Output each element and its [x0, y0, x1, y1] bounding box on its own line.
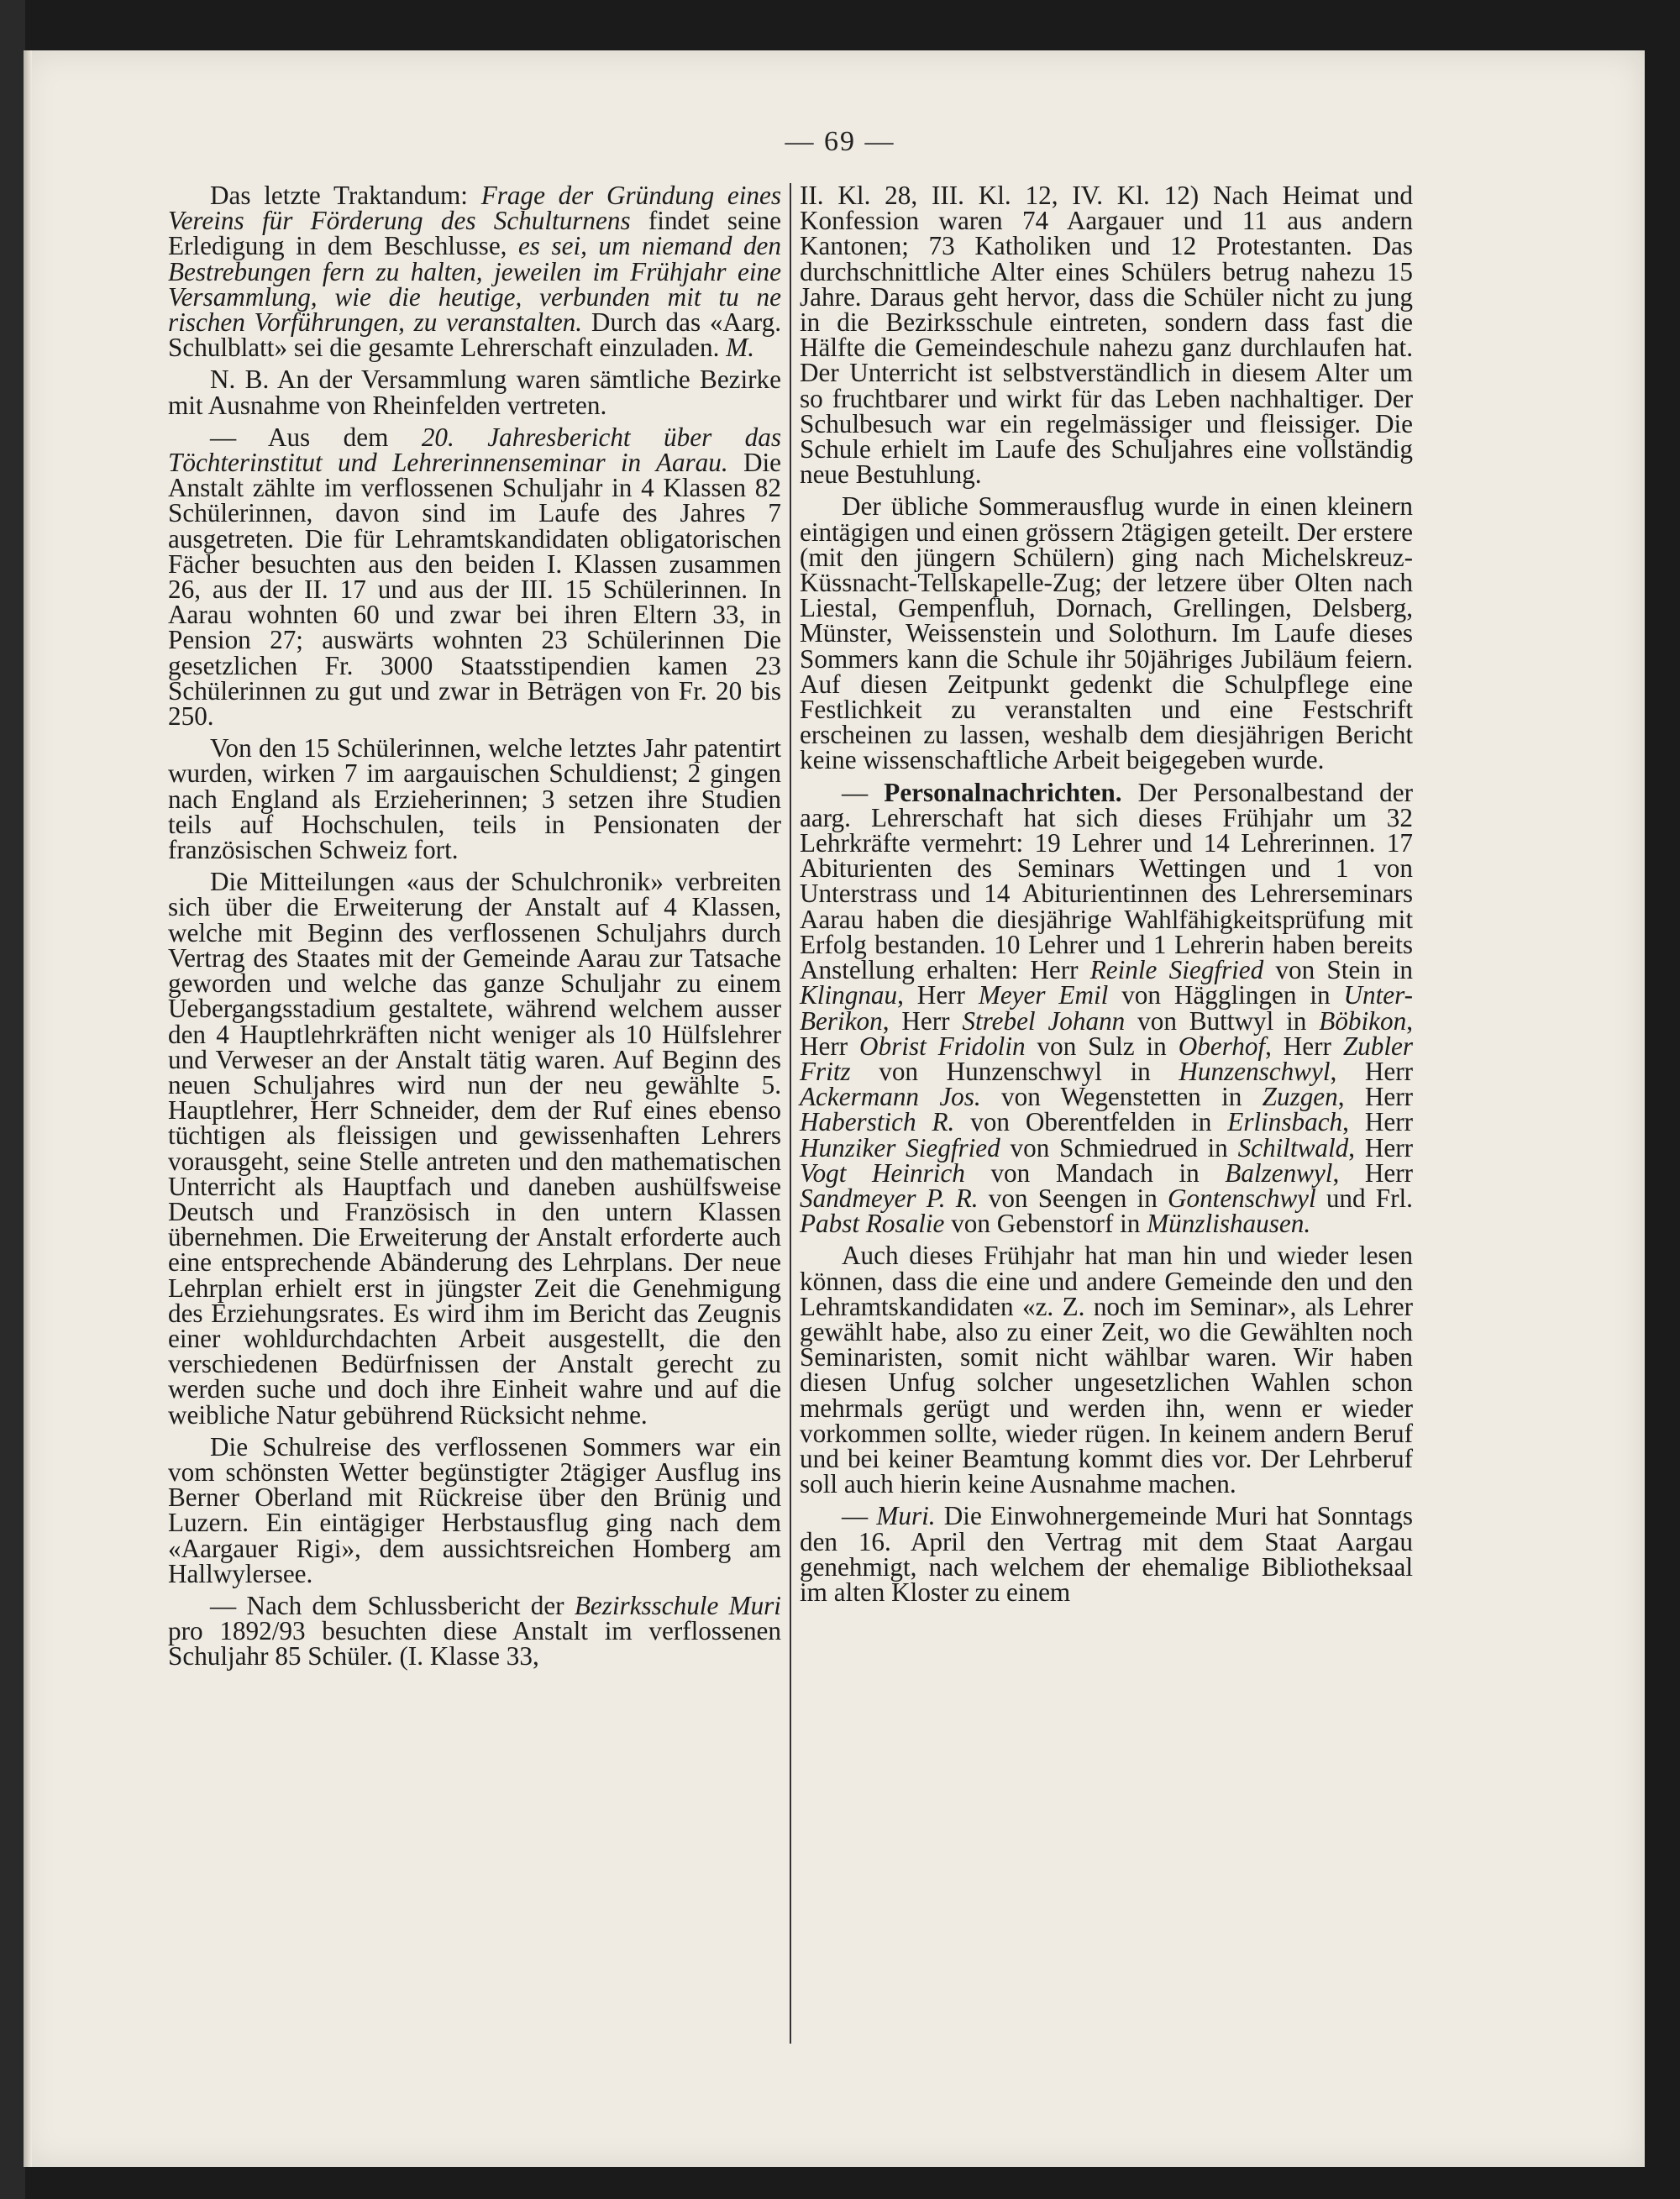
- text-run: Von den 15 Schülerinnen, welche letztes Jahr patentirt wurden, wirken 7 im aargauischen Schuldienst; 2 gingen nach England als Erzieherinnen; 3 setzen ihre Studien teils auf Hochschulen, teils in Pensionaten der französischen Schweiz fort.: [168, 733, 781, 865]
- italic-text: Erlinsbach: [1227, 1107, 1343, 1137]
- italic-text: Hunziker Siegfried: [800, 1132, 1000, 1162]
- page-number-dash-right: —: [864, 126, 895, 157]
- text-run: —: [842, 777, 885, 807]
- text-run: Das letzte Traktandum:: [210, 181, 481, 210]
- paragraph: [168, 181, 782, 363]
- text-run: N. B. An der Versammlung waren sämtliche Bezirke mit Ausnahme von Rheinfelden vertreten.: [168, 365, 781, 420]
- italic-text: Zuzgen: [1262, 1082, 1338, 1112]
- right-column: [800, 183, 1413, 1612]
- page-number-header: [0, 126, 1680, 158]
- italic-text: Meyer Emil: [978, 980, 1109, 1010]
- text-run: von Wegenstetten in: [980, 1082, 1263, 1112]
- text-run: Die Anstalt zählte im verflossenen Schuljahr in 4 Klassen 82 Schülerinnen, davon sind im Laufe des Jahres 7 ausgetreten. Die für Lehramtskandidaten obligatorischen Fächer besuchten aus den beiden I. Klassen zusammen 26, aus der II. 17 und aus der III. 15 Schülerinnen. In Aarau wohnten 60 und zwar bei ihren Eltern 33, in Pension 27; auswärts wohnten 23 Schülerinnen Die gesetzlichen Fr. 3000 Staatsstipendien kamen 23 Schülerinnen zu gut und zwar in Beträgen von Fr. 20 bis 250.: [168, 448, 781, 732]
- italic-text: Haberstich R.: [800, 1107, 955, 1137]
- text-run: und Frl.: [1315, 1183, 1413, 1213]
- paragraph: [800, 181, 1413, 490]
- text-run: von Hägglingen in: [1108, 980, 1344, 1010]
- italic-text: Obrist Fridolin: [859, 1031, 1026, 1061]
- italic-text: Gontenschwyl: [1167, 1183, 1316, 1213]
- text-run: von Gebenstorf in: [944, 1209, 1147, 1239]
- paragraph: [168, 1431, 781, 1588]
- page-fold-shadow: [24, 50, 32, 2167]
- paragraph: [800, 1243, 1413, 1497]
- italic-text: Pabst Rosalie: [800, 1209, 945, 1239]
- text-run: von Buttwyl in: [1125, 1005, 1320, 1036]
- italic-text: Frage der Gründung eines Vereins für Förderung des Schulturnens: [168, 181, 782, 236]
- text-run: , Herr: [1330, 1056, 1414, 1086]
- text-run: II. Kl. 28, III. Kl. 12, IV. Kl. 12) Nach Heimat und Konfession waren 74 Aargauer und 11 aus andern Kantonen; 73 Katholiken und 12 Protestanten. Das durchschnittliche Alter eines Schülers betrug nahezu 15 Jahre. Daraus geht hervor, dass die Schüler nicht zu jung in die Bezirksschule eintreten, sondern dass fast die Hälfte die Gemeindeschule nahezu ganz durchlaufen hat. Der Unterricht ist selbstverständlich in diesem Alter um so fruchtbarer und wirkt für das Leben nachhaltiger. Der Schulbesuch war ein regelmässiger und fleissiger. Die Schule erhielt im Laufe des Schuljahres eine vollständig neue Bestuhlung.: [800, 181, 1413, 490]
- text-run: Durch das «Aarg. Schulblatt» sei die gesamte Lehrerschaft einzuladen.: [168, 307, 781, 363]
- text-run: —: [842, 1501, 877, 1531]
- text-run: von Mandach in: [964, 1157, 1226, 1188]
- text-run: pro 1892/93 besuchten diese Anstalt im verflossenen Schuljahr 85 Schüler. (I. Klasse 33,: [168, 1616, 781, 1672]
- italic-text: Unter-Berikon: [800, 980, 1414, 1036]
- italic-text: Ackermann Jos.: [800, 1082, 981, 1112]
- text-run: Die Mitteilungen «aus der Schulchronik» verbreiten sich über die Erweiterung der Anstalt auf 4 Klassen, welche mit Beginn des verflossenen Schuljahrs durch Vertrag des Staates mit der Gemeinde Aarau zur Tatsache geworden und welche das ganze Schuljahr zu einem Uebergangsstadium gestaltete, während welchem ausser den 4 Hauptlehrkräften nicht weniger als 10 Hülfslehrer und Verweser an der Anstalt tätig waren. Auf Beginn des neuen Schuljahres wird nun der neu gewählte 5. Hauptlehrer, Herr Schneider, dem der Ruf eines ebenso tüchtigen als fleissigen und gewissenhaften Lehrers vorausgeht, seine Stelle antreten und den mathematischen Unterricht als Hauptfach und daneben aushülfsweise Deutsch und Französisch in den untern Klassen übernehmen. Die Erweiterung der Anstalt erforderte auch eine entsprechende Abänderung des Lehrplans. Der neue Lehrplan erhielt erst in jüngster Zeit die Genehmigung des Erziehungsrates. Es wird ihm im Bericht das Zeugnis einer wohldurchdachten Arbeit ausgestellt, die den verschiedenen Bedürfnissen der Anstalt gerecht zu werden suche und doch ihre Einheit wahre und auf die weibliche Natur gebührend Rücksicht nehme.: [168, 867, 781, 1430]
- text-run: von Schmiedrued in: [1000, 1132, 1238, 1162]
- italic-text: Oberhof: [1178, 1031, 1266, 1061]
- text-run: Die Schulreise des verflossenen Sommers war ein vom schönsten Wetter begünstigter 2tägiger Ausflug ins Berner Oberland mit Rückreise über den Brünig und Luzern. Ein eintägiger Herbstausflug ging nach dem «Aargauer Rigi», dem aussichtsreichen Homberg am Hallwylersee.: [168, 1431, 781, 1588]
- bold-heading: Personalnachrichten.: [884, 777, 1122, 807]
- text-run: , Herr: [800, 1005, 1414, 1061]
- italic-text: Böbikon: [1319, 1005, 1407, 1036]
- text-run: , Herr: [1337, 1082, 1413, 1112]
- paragraph: [800, 777, 1414, 1239]
- text-run: von Stein in: [1263, 955, 1413, 985]
- text-run: , Herr: [1342, 1107, 1413, 1137]
- text-run: — Aus dem: [210, 422, 422, 452]
- paragraph: [168, 867, 781, 1430]
- italic-text: Zubler Fritz: [800, 1031, 1413, 1086]
- text-run: , Herr: [1348, 1132, 1414, 1162]
- left-column: [168, 183, 781, 1677]
- italic-text: Balzenwyl: [1225, 1157, 1333, 1188]
- text-run: findet seine Erledigung in dem Beschlusse,: [168, 206, 782, 261]
- text-run: von Seengen in: [978, 1183, 1168, 1213]
- text-run: von Hunzenschwyl in: [850, 1056, 1179, 1086]
- text-run: Der Personalbestand der aarg. Lehrerschaft hat sich dieses Frühjahr um 32 Lehrkräfte vermehrt: 19 Lehrer und 14 Lehrerinnen. 17 Abiturienten des Seminars Wettingen und 1 von Unterstrass und 14 Abiturientinnen des Lehrerseminars Aarau haben die diesjährige Wahlfähigkeitsprüfung mit Erfolg bestanden. 10 Lehrer und 1 Lehrerin haben bereits Anstellung erhalten: Herr: [800, 777, 1413, 985]
- italic-text: Schiltwald: [1237, 1132, 1349, 1162]
- paragraph: [800, 491, 1413, 775]
- text-run: , Herr: [897, 980, 979, 1010]
- paragraph: [168, 1590, 781, 1672]
- text-run: , Herr: [1265, 1031, 1343, 1061]
- previous-page-edge: [0, 0, 25, 2199]
- page-number: 69: [824, 126, 856, 157]
- paragraph: [168, 422, 781, 732]
- italic-text: 20. Jahresbericht über das Töchterinstitut und Lehrerinnenseminar in Aarau.: [168, 422, 781, 478]
- paragraph: [168, 733, 781, 865]
- italic-text: M.: [726, 333, 754, 363]
- italic-text: Bezirksschule Muri: [574, 1590, 781, 1620]
- column-divider: [790, 183, 791, 2044]
- paragraph: [800, 1501, 1414, 1607]
- text-run: von Sulz in: [1025, 1031, 1179, 1061]
- text-run: Auch dieses Frühjahr hat man hin und wieder lesen können, dass die eine und andere Gemeinde den und den Lehramtskandidaten «z. Z. noch im Seminar», als Lehrer gewählt habe, also zu einer Zeit, wo die Gewählten noch Seminaristen, somit nicht wählbar waren. Wir haben diesen Unfug solcher ungesetzlichen Wahlen schon mehrmals gerügt und werden ihn, wenn er wieder vorkommen sollte, wieder rügen. In keinem andern Beruf und bei keiner Beamtung kommt dies vor. Der Lehrberuf soll auch hierin keine Ausnahme machen.: [800, 1241, 1413, 1499]
- text-run: von Oberentfelden in: [954, 1107, 1228, 1137]
- italic-text: Klingnau: [800, 980, 898, 1010]
- paragraph: [168, 365, 781, 420]
- italic-text: es sei, um niemand den Bestrebungen fern zu halten, jeweilen im Frühjahr eine Versammlung, wie die heutige, verbunden mit tu ne rischen Vorführungen, zu veranstalten.: [168, 231, 781, 338]
- italic-text: Muri.: [876, 1501, 936, 1531]
- italic-text: Hunzenschwyl: [1179, 1056, 1331, 1086]
- italic-text: Sandmeyer P. R.: [800, 1183, 979, 1213]
- italic-text: Münzlishausen.: [1147, 1209, 1311, 1239]
- italic-text: Reinle Siegfried: [1089, 955, 1264, 985]
- page-number-dash-left: —: [785, 126, 816, 157]
- text-run: Die Einwohnergemeinde Muri hat Sonntags den 16. April den Vertrag mit dem Staat Aargau genehmigt, nach welchem der ehemalige Bibliotheksaal im alten Kloster zu einem: [800, 1501, 1414, 1607]
- text-run: , Herr: [1332, 1157, 1413, 1188]
- text-run: , Herr: [882, 1005, 963, 1036]
- italic-text: Vogt Heinrich: [800, 1157, 965, 1188]
- text-run: Der übliche Sommerausflug wurde in einen kleinern eintägigen und einen grössern 2tägigen geteilt. Der erstere (mit den jüngern Schülern) ging nach Michelskreuz-Küssnacht-Tellskapelle-Zug; der letzere über Olten nach Liestal, Gempenfluh, Dornach, Grellingen, Delsberg, Münster, Weissenstein und Solothurn. Im Laufe dieses Sommers kann die Schule ihr 50jähriges Jubiläum feiern. Auf diesen Zeitpunkt gedenkt die Schulpflege eine Festlichkeit zu veranstalten und eine Festschrift erscheinen zu lassen, weshalb dem diesjährigen Bericht keine wissenschaftliche Arbeit beigegeben wurde.: [800, 491, 1413, 775]
- italic-text: Strebel Johann: [962, 1005, 1126, 1036]
- text-run: — Nach dem Schlussbericht der: [210, 1590, 575, 1620]
